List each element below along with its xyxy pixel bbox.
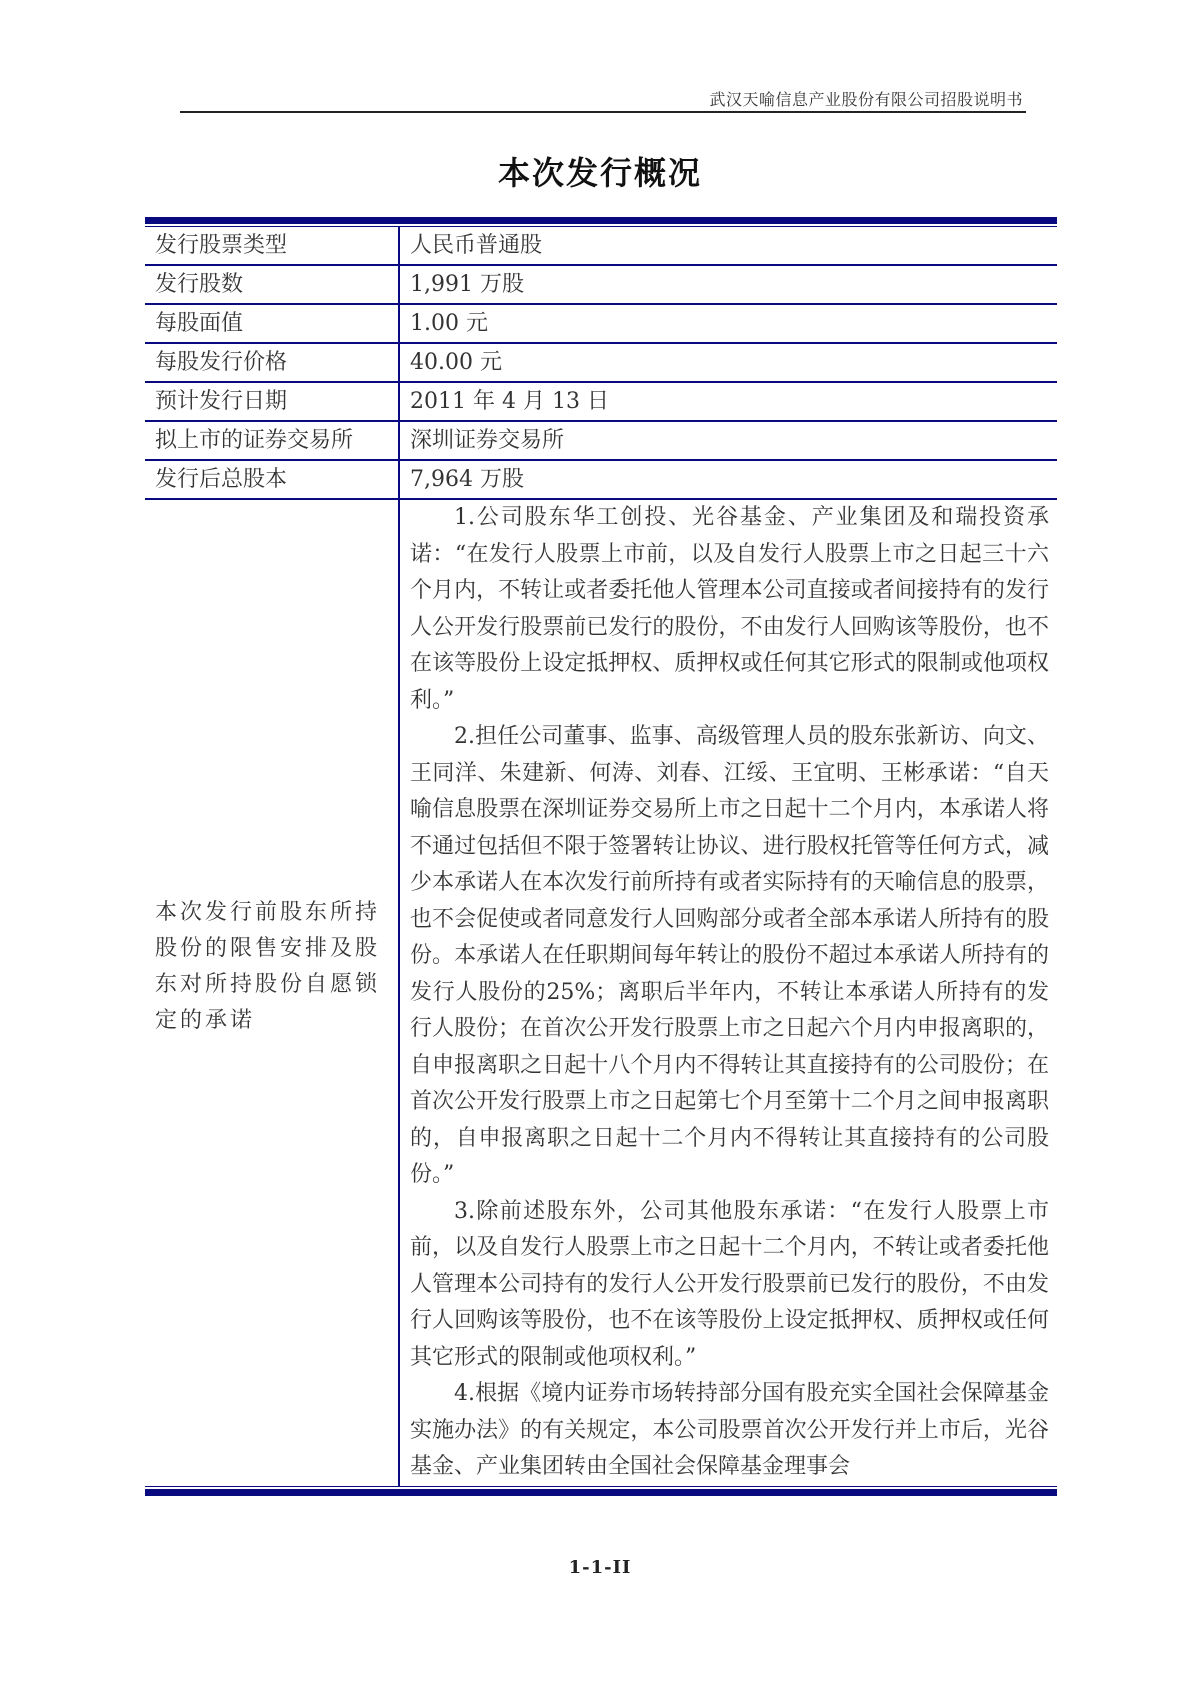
row-value: 40.00 元 <box>399 343 1057 382</box>
row-value: 1,991 万股 <box>399 265 1057 304</box>
commitment-paragraph-2: 2.担任公司董事、监事、高级管理人员的股东张新访、向文、王同洋、朱建新、何涛、刘春、江绥、王宜明、王彬承诺：“自天喻信息股票在深圳证券交易所上市之日起十二个月内，本承诺人将不通过包括但不限于签署转让协议、进行股权托管等任何方式，减少本承诺人在本次发行前所持有或者实际持有的天喻信息的股票，也不会促使或者同意发行人回购部分或者全部本承诺人所持有的股份。本承诺人在任职期间每年转让的股份不超过本承诺人所持有的发行人股份的25%；离职后半年内，不转让本承诺人所持有的发行人股份；在首次公开发行股票上市之日起六个月内申报离职的，自申报离职之日起十八个月内不得转让其直接持有的公司股份；在首次公开发行股票上市之日起第七个月至第十二个月之间申报离职的，自申报离职之日起十二个月内不得转让其直接持有的公司股份。” <box>410 724 1049 1187</box>
header-divider <box>180 111 1026 113</box>
table-row-issue-date <box>145 382 1057 421</box>
row-label: 发行股数 <box>145 265 399 304</box>
row-label: 发行后总股本 <box>145 460 399 499</box>
table-bottom-thick-rule <box>145 1489 1057 1496</box>
table-top-thick-rule <box>145 217 1057 224</box>
table-row-lockup-commitments <box>145 499 1057 1486</box>
page-number: 1-1-II <box>568 1557 632 1578</box>
row-label: 拟上市的证券交易所 <box>145 421 399 460</box>
row-label: 每股发行价格 <box>145 343 399 382</box>
offering-summary-table <box>145 217 1057 1496</box>
commitment-paragraph-4: 4.根据《境内证券市场转持部分国有股充实全国社会保障基金实施办法》的有关规定，本公司股票首次公开发行并上市后，光谷基金、产业集团转由全国社会保障基金理事会 <box>410 1381 1049 1479</box>
page-title: 本次发行概况 <box>497 154 702 192</box>
table-row-exchange <box>145 421 1057 460</box>
table-row-total-shares <box>145 460 1057 499</box>
row-value: 深圳证券交易所 <box>399 421 1057 460</box>
row-value: 人民币普通股 <box>399 227 1057 265</box>
table-row-stock-type <box>145 227 1057 265</box>
table-row-shares-issued <box>145 265 1057 304</box>
table-row-par-value <box>145 304 1057 343</box>
row-value: 2011 年 4 月 13 日 <box>399 382 1057 421</box>
document-header-title: 武汉天喻信息产业股份有限公司招股说明书 <box>709 90 1023 109</box>
row-value: 7,964 万股 <box>399 460 1057 499</box>
commitment-paragraph-3: 3.除前述股东外，公司其他股东承诺：“在发行人股票上市前，以及自发行人股票上市之日起十二个月内，不转让或者委托他人管理本公司持有的发行人公开发行股票前已发行的股份，不由发行人回购该等股份，也不在该等股份上设定抵押权、质押权或任何其它形式的限制或他项权利。” <box>410 1198 1049 1370</box>
table-row-issue-price <box>145 343 1057 382</box>
row-label: 本次发行前股东所持股份的限售安排及股东对所持股份自愿锁定的承诺 <box>145 499 399 1486</box>
row-value: 1.00 元 <box>399 304 1057 343</box>
row-label: 预计发行日期 <box>145 382 399 421</box>
row-label: 发行股票类型 <box>145 227 399 265</box>
lockup-commitments-text <box>399 499 1057 1486</box>
row-label: 每股面值 <box>145 304 399 343</box>
commitment-paragraph-1: 1.公司股东华工创投、光谷基金、产业集团及和瑞投资承诺：“在发行人股票上市前，以及自发行人股票上市之日起三十六个月内，不转让或者委托他人管理本公司直接或者间接持有的发行人公开发行股票前已发行的股份，不由发行人回购该等股份，也不在该等股份上设定抵押权、质押权或任何其它形式的限制或他项权利。” <box>410 505 1049 713</box>
